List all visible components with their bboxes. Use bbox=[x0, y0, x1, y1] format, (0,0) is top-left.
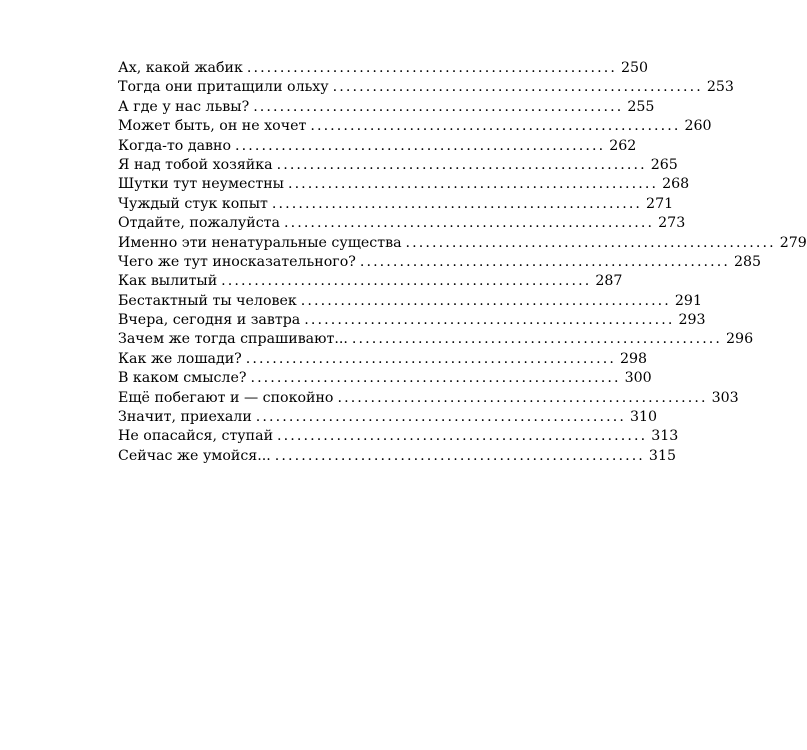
toc-entry[interactable] bbox=[118, 427, 679, 446]
toc-entry[interactable] bbox=[118, 59, 649, 78]
dot-leader: ........................................................ bbox=[250, 370, 621, 387]
toc-entry[interactable] bbox=[118, 350, 648, 369]
toc-entry-page: 265 bbox=[647, 156, 678, 175]
toc-entry-page: 287 bbox=[591, 272, 622, 291]
toc-entry-title: Как вылитый bbox=[118, 272, 221, 291]
table-of-contents bbox=[118, 59, 807, 466]
toc-entry[interactable] bbox=[118, 214, 686, 233]
toc-entry[interactable] bbox=[118, 195, 674, 214]
toc-entry-title: Зачем же тогда спрашивают... bbox=[118, 330, 352, 349]
toc-entry-title: Не опасайся, ступай bbox=[118, 427, 277, 446]
toc-entry[interactable] bbox=[118, 253, 762, 272]
toc-entry[interactable] bbox=[118, 137, 637, 156]
toc-entry[interactable] bbox=[118, 292, 702, 311]
dot-leader: ........................................................ bbox=[274, 447, 645, 464]
toc-entry-page: 303 bbox=[708, 389, 739, 408]
toc-entry-page: 296 bbox=[722, 330, 753, 349]
toc-entry[interactable] bbox=[118, 234, 807, 253]
toc-entry-title: Когда-то давно bbox=[118, 137, 235, 156]
toc-entry-page: 293 bbox=[674, 311, 705, 330]
dot-leader: ........................................................ bbox=[277, 428, 648, 445]
toc-entry-title: Ещё побегают и — спокойно bbox=[118, 389, 337, 408]
toc-entry-page: 298 bbox=[616, 350, 647, 369]
dot-leader: ........................................................ bbox=[310, 118, 681, 135]
toc-entry[interactable] bbox=[118, 156, 678, 175]
toc-entry[interactable] bbox=[118, 369, 652, 388]
toc-entry-page: 279 bbox=[776, 234, 807, 253]
toc-entry-title: Как же лошади? bbox=[118, 350, 246, 369]
toc-entry[interactable] bbox=[118, 389, 739, 408]
toc-entry-title: А где у нас львы? bbox=[118, 98, 253, 117]
dot-leader: ........................................................ bbox=[337, 389, 708, 406]
toc-entry-page: 291 bbox=[671, 292, 702, 311]
toc-entry[interactable] bbox=[118, 175, 690, 194]
dot-leader: ........................................................ bbox=[287, 176, 659, 193]
dot-leader: ........................................................ bbox=[332, 79, 703, 96]
toc-entry-title: Отдайте, пожалуйста bbox=[118, 214, 284, 233]
toc-entry-title: Вчера, сегодня и завтра bbox=[118, 311, 304, 330]
dot-leader: ........................................................ bbox=[245, 350, 616, 367]
toc-entry[interactable] bbox=[118, 311, 706, 330]
toc-entry[interactable] bbox=[118, 447, 677, 466]
toc-entry-title: Чего же тут иносказательного? bbox=[118, 253, 360, 272]
dot-leader: ........................................................ bbox=[351, 331, 723, 348]
toc-entry-page: 260 bbox=[681, 117, 712, 136]
toc-entry-page: 310 bbox=[626, 408, 657, 427]
dot-leader: ........................................................ bbox=[304, 312, 675, 329]
toc-entry[interactable] bbox=[118, 78, 734, 97]
toc-entry-title: Именно эти ненатуральные существа bbox=[118, 234, 406, 253]
toc-entry-page: 253 bbox=[703, 78, 734, 97]
toc-entry[interactable] bbox=[118, 272, 623, 291]
toc-entry[interactable] bbox=[118, 117, 712, 136]
toc-entry-title: Чуждый стук копыт bbox=[118, 195, 272, 214]
dot-leader: ........................................................ bbox=[300, 292, 671, 309]
toc-entry-page: 271 bbox=[642, 195, 673, 214]
toc-entry-title: Ах, какой жабик bbox=[118, 59, 247, 78]
toc-entry-page: 262 bbox=[605, 137, 636, 156]
toc-entry-page: 313 bbox=[647, 427, 678, 446]
toc-entry-title: Может быть, он не хочет bbox=[118, 117, 310, 136]
dot-leader: ........................................................ bbox=[405, 234, 776, 251]
dot-leader: ........................................................ bbox=[246, 60, 617, 76]
toc-entry[interactable] bbox=[118, 330, 754, 349]
toc-entry-title: Тогда они притащили ольху bbox=[118, 78, 333, 97]
toc-entry-page: 285 bbox=[730, 253, 761, 272]
toc-entry-title: Я над тобой хозяйка bbox=[118, 156, 277, 175]
dot-leader: ........................................................ bbox=[283, 215, 655, 232]
toc-entry-page: 315 bbox=[645, 447, 676, 466]
toc-entry-title: Шутки тут неуместны bbox=[118, 175, 288, 194]
toc-entry-page: 268 bbox=[658, 175, 689, 194]
toc-entry-page: 273 bbox=[654, 214, 685, 233]
toc-entry-title: Значит, приехали bbox=[118, 408, 256, 427]
dot-leader: ........................................................ bbox=[276, 156, 647, 173]
toc-entry[interactable] bbox=[118, 98, 655, 117]
toc-entry-page: 255 bbox=[623, 98, 654, 117]
toc-entry-title: В каком смысле? bbox=[118, 369, 250, 388]
dot-leader: ........................................................ bbox=[221, 273, 592, 290]
dot-leader: ........................................................ bbox=[271, 195, 643, 212]
dot-leader: ........................................................ bbox=[235, 137, 606, 154]
toc-entry-title: Сейчас же умойся... bbox=[118, 447, 275, 466]
toc-entry-page: 300 bbox=[621, 369, 652, 388]
dot-leader: ........................................................ bbox=[359, 253, 730, 270]
dot-leader: ........................................................ bbox=[253, 98, 624, 115]
toc-entry-title: Бестактный ты человек bbox=[118, 292, 301, 311]
toc-entry[interactable] bbox=[118, 408, 658, 427]
toc-entry-page: 250 bbox=[617, 59, 648, 78]
dot-leader: ........................................................ bbox=[255, 409, 626, 426]
